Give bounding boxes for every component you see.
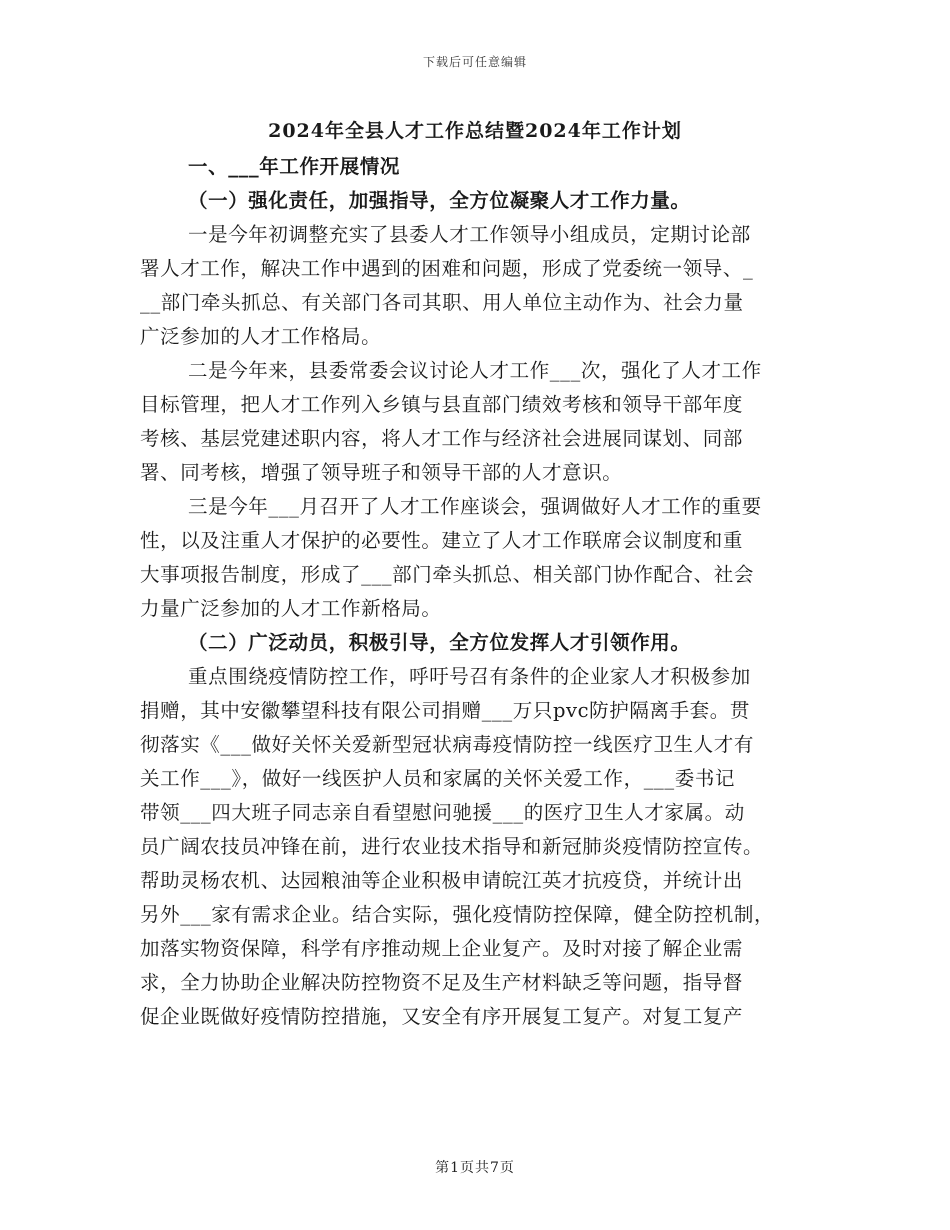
paragraph-line: 促企业既做好疫情防控措施，又安全有序开展复工复产。对复工复产 <box>140 1005 744 1028</box>
paragraph-line: 加落实物资保障，科学有序推动规上企业复产。及时对接了解企业需 <box>140 937 744 960</box>
paragraph-line: 重点围绕疫情防控工作，呼吁号召有条件的企业家人才积极参加 <box>188 665 751 688</box>
section-heading-line: （二）广泛动员，积极引导，全方位发挥人才引领作用。 <box>188 631 691 654</box>
paragraph-line: 求，全力协助企业解决防控物资不足及生产材料缺乏等问题，指导督 <box>140 971 744 994</box>
paragraph-line: 一是今年初调整充实了县委人才工作领导小组成员，定期讨论部 <box>188 223 751 246</box>
paragraph-line: 署人才工作，解决工作中遇到的困难和问题，形成了党委统一领导、_ <box>140 257 754 280</box>
paragraph-line: 彻落实《___做好关怀关爱新型冠状病毒疫情防控一线医疗卫生人才有 <box>140 733 754 756</box>
paragraph-line: 考核、基层党建述职内容，将人才工作与经济社会进展同谋划、同部 <box>140 427 744 450</box>
paragraph-line: 大事项报告制度，形成了___部门牵头抓总、相关部门协作配合、社会 <box>140 563 754 586</box>
paragraph-line: 二是今年来，县委常委会议讨论人才工作___次，强化了人才工作 <box>188 359 762 382</box>
paragraph-line: 三是今年___月召开了人才工作座谈会，强调做好人才工作的重要 <box>188 495 762 518</box>
section-heading-line: （一）强化责任，加强指导，全方位凝聚人才工作力量。 <box>188 189 691 212</box>
paragraph-line: 署、同考核，增强了领导班子和领导干部的人才意识。 <box>140 461 623 484</box>
paragraph-line: 帮助灵杨农机、达园粮油等企业积极申请皖江英才抗疫贷，并统计出 <box>140 869 744 892</box>
paragraph-line: 广泛参加的人才工作格局。 <box>140 325 382 348</box>
paragraph-line: 目标管理，把人才工作列入乡镇与县直部门绩效考核和领导干部年度 <box>140 393 744 416</box>
section-heading-line: 一、___年工作开展情况 <box>188 155 400 178</box>
paragraph-line: __部门牵头抓总、有关部门各司其职、用人单位主动作为、社会力量 <box>140 291 744 314</box>
page-header-note: 下载后可任意编辑 <box>422 55 527 69</box>
paragraph-line: 关工作___》，做好一线医护人员和家属的关怀关爱工作，___委书记 <box>140 767 736 790</box>
document-body <box>140 150 820 1034</box>
document-title: 2024年全县人才工作总结暨2024年工作计划 <box>268 120 682 142</box>
page-footer-note: 第1页共7页 <box>435 1160 515 1176</box>
paragraph-line: 另外___家有需求企业。结合实际，强化疫情防控保障，健全防控机制， <box>140 903 775 926</box>
paragraph-line: 员广阔农技员冲锋在前，进行农业技术指导和新冠肺炎疫情防控宣传。 <box>140 835 764 858</box>
paragraph-line: 力量广泛参加的人才工作新格局。 <box>140 597 442 620</box>
paragraph-line: 性，以及注重人才保护的必要性。建立了人才工作联席会议制度和重 <box>140 529 744 552</box>
paragraph-line: 带领___四大班子同志亲自看望慰问驰援___的医疗卫生人才家属。动 <box>140 801 745 824</box>
paragraph-line: 捐赠，其中安徽攀望科技有限公司捐赠___万只pvc防护隔离手套。贯 <box>140 699 750 722</box>
